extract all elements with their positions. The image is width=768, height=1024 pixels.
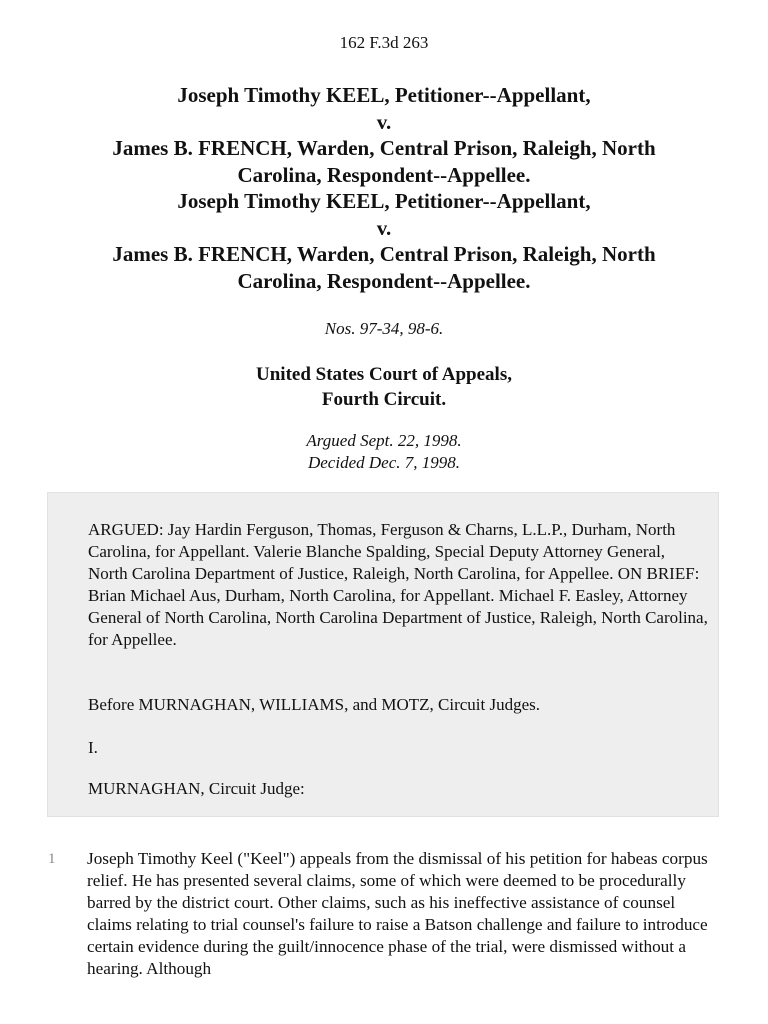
decided-date: Decided Dec. 7, 1998. [307,453,460,472]
argued-date: Argued Sept. 22, 1998. [306,431,462,450]
title-line: v. [376,215,392,240]
title-line: Joseph Timothy KEEL, Petitioner--Appellant, [177,189,591,213]
case-title [0,82,768,294]
section-heading: I. [88,738,98,757]
paragraph-number: 1 [48,851,56,867]
case-dates [0,430,768,474]
court-name [0,362,768,412]
court-line-1: United States Court of Appeals, [256,364,512,385]
title-line: Carolina, Respondent--Appellee. [237,162,531,187]
title-line: Joseph Timothy KEEL, Petitioner--Appellant, [177,83,591,107]
paragraph-text: Joseph Timothy Keel ("Keel") appeals from the dismissal of his petition for habeas corpus relief. He has presented several claims, some of which were deemed to be procedurally barred by the district court. Other claims, such as his ineffective assistance of counsel claims relating to trial counsel's failure to raise a Batson challenge and failure to introduce certain evidence during the guilt/innocence phase of the trial, were dismissed without a hearing. Although [87,849,708,978]
court-line-2: Fourth Circuit. [321,389,447,410]
docket-numbers: Nos. 97-34, 98-6. [324,319,444,338]
header-box [47,492,719,817]
case-citation: 162 F.3d 263 [339,33,429,52]
title-line: Carolina, Respondent--Appellee. [237,268,531,293]
counsel-text: ARGUED: Jay Hardin Ferguson, Thomas, Ferguson & Charns, L.L.P., Durham, North Carolina, for Appellant. Valerie Blanche Spalding, Special Deputy Attorney General, North Carolina Department of Justice, Raleigh, North Carolina, for Appellee. ON BRIEF: Brian Michael Aus, Durham, North Carolina, for Appellant. Michael F. Easley, Attorney General of North Carolina, North Carolina Department of Justice, Raleigh, North Carolina, for Appellee. [88,520,708,649]
panel-text: Before MURNAGHAN, WILLIAMS, and MOTZ, Circuit Judges. [88,695,541,714]
title-line: James B. FRENCH, Warden, Central Prison, Raleigh, North [112,242,656,266]
author-text: MURNAGHAN, Circuit Judge: [88,779,305,798]
title-line: v. [376,109,392,134]
title-line: James B. FRENCH, Warden, Central Prison, Raleigh, North [112,136,656,160]
